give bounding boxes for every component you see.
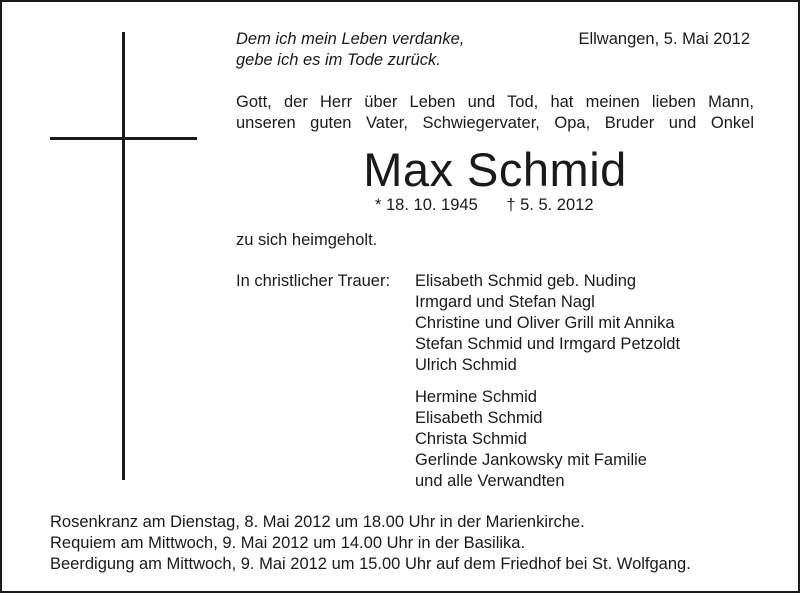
place-date: Ellwangen, 5. Mai 2012 <box>578 30 750 48</box>
mourner-entry: Christa Schmid <box>415 430 527 448</box>
mourner-group-1 <box>415 271 680 376</box>
service-schedule <box>50 512 691 575</box>
mourner-entry: und alle Verwandten <box>415 472 565 490</box>
mourner-entry: Elisabeth Schmid geb. Nuding <box>415 272 637 290</box>
mourners-list <box>415 271 680 492</box>
quote <box>236 29 464 71</box>
mourner-entry: Stefan Schmid und Irmgard Petzoldt <box>415 335 681 353</box>
intro-line-2: unseren guten Vater, Schwiegervater, Opa, Bruder und Onkel <box>236 114 754 132</box>
death-date: † 5. 5. 2012 <box>506 196 594 214</box>
mourner-entry: Gerlinde Jankowsky mit Familie <box>415 451 647 469</box>
birth-date: * 18. 10. 1945 <box>375 196 478 214</box>
mourners-label: In christlicher Trauer: <box>236 272 391 290</box>
intro-line-1: Gott, der Herr über Leben und Tod, hat meinen lieben Mann, <box>236 93 754 111</box>
event-rosenkranz: Rosenkranz am Dienstag, 8. Mai 2012 um 18.00 Uhr in der Marienkirche. <box>50 513 585 531</box>
event-requiem: Requiem am Mittwoch, 9. Mai 2012 um 14.00 Uhr in der Basilika. <box>50 534 526 552</box>
mourner-entry: Hermine Schmid <box>415 388 537 406</box>
quote-line-1: Dem ich mein Leben verdanke, <box>236 30 465 48</box>
event-beerdigung: Beerdigung am Mittwoch, 9. Mai 2012 um 15.00 Uhr auf dem Friedhof bei St. Wolfgang. <box>50 555 691 573</box>
life-dates <box>375 195 594 216</box>
mourner-entry: Elisabeth Schmid <box>415 409 543 427</box>
mourner-entry: Ulrich Schmid <box>415 356 517 374</box>
cross-horizontal-bar <box>50 137 197 140</box>
heimgeholt-text: zu sich heimgeholt. <box>236 231 378 249</box>
quote-line-2: gebe ich es im Tode zurück. <box>236 51 441 69</box>
deceased-name: Max Schmid <box>363 143 627 196</box>
cross-vertical-bar <box>122 32 125 480</box>
intro-text <box>236 92 754 134</box>
mourner-entry: Christine und Oliver Grill mit Annika <box>415 314 675 332</box>
mourner-entry: Irmgard und Stefan Nagl <box>415 293 595 311</box>
mourner-group-2 <box>415 387 680 492</box>
